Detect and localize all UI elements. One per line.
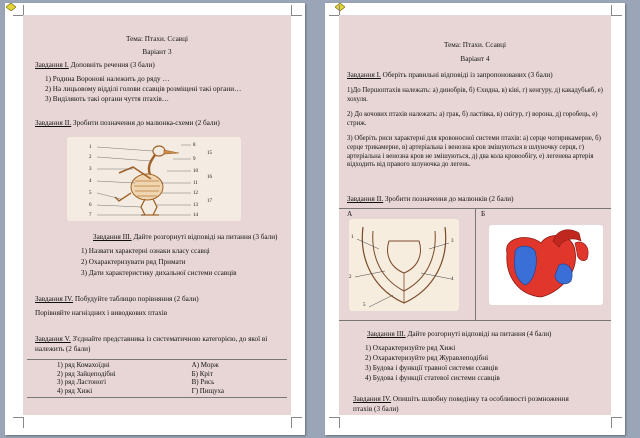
margin-corner-mark: [611, 417, 622, 428]
task-3-text: Дайте розгорнуті відповіді на питання (4 бали): [405, 330, 552, 338]
match-left-item: 2) ряд Зайцеподібні: [57, 369, 116, 378]
task-3-label: Завдання ІІІ.: [93, 233, 132, 241]
task-3-heading: [367, 330, 551, 339]
topic-title: Тема: Птахи. Ссавці: [443, 41, 507, 49]
table-rule-bottom: [27, 397, 287, 398]
figure-number: 5: [363, 303, 366, 308]
task-3-text: Дайте розгорнуті відповіді на питання (3 бали): [131, 233, 278, 241]
match-left-item: 1) ряд Комахоїдні: [57, 361, 110, 369]
task-3-item: 1) Охарактеризуйте ряд Хижі: [365, 344, 456, 352]
task-4-text: Опишіть шлюбну поведінку та особливості розмноження: [391, 395, 569, 403]
figure-b-label: Б: [481, 210, 486, 218]
figure-number: 16: [207, 175, 212, 180]
heart-diagram-figure: [489, 225, 603, 305]
task-3-heading: [93, 233, 277, 242]
figure-number: 1: [351, 235, 354, 240]
figure-number: 10: [193, 169, 198, 174]
task-3-item: 2) Охарактеризуйте ряд Журавлеподібні: [365, 354, 489, 362]
document-page-right: [325, 3, 625, 435]
match-right-item: Г) Пищуха: [191, 386, 224, 395]
bird-skeleton-drawing: [67, 137, 241, 221]
figure-number: 5: [89, 191, 92, 196]
task-3-item: 3) Будова і функції травної системи ссавців: [365, 364, 498, 372]
figure-number: 15: [207, 151, 212, 156]
task-3-item: 2) Охарактеризувати ряд Примати: [81, 258, 186, 266]
task-2-label: Завдання ІІ.: [347, 195, 384, 203]
task-1-text: Доповніть речення (3 бали): [68, 61, 155, 69]
task-4-label: Завдання ІV.: [35, 295, 74, 303]
match-right-item: В) Рись: [191, 378, 215, 386]
task-1-heading: [35, 61, 155, 70]
stomach-diagram-drawing: [349, 219, 459, 311]
margin-corner-mark: [291, 5, 302, 16]
figure-number: 12: [193, 191, 198, 196]
task-2-text: Зробити позначення до малюнків (2 бали): [383, 195, 514, 203]
page-margin-strip: [5, 3, 13, 435]
margin-corner-mark: [13, 417, 24, 428]
task-3-item: 4) Будова і функції статевої системи ссавців: [365, 374, 500, 382]
task-5-heading: [35, 335, 267, 344]
margin-corner-mark: [611, 5, 622, 16]
task-4-body: Порівняйте нагніздних і виводкових птахів: [35, 309, 168, 317]
task-1-question-2: 2) До кочових птахів належать: а) грак, б) ластівка, в) снігур, г) ворона, д) горобець, е) стриж.: [347, 111, 598, 127]
figure-number: 4: [451, 277, 454, 282]
figure-number: 3: [451, 239, 454, 244]
figure-number: 3: [89, 167, 92, 172]
figure-a-label: А: [347, 210, 353, 218]
task-3-item: 1) Назвати характерні ознаки класу ссавці: [81, 247, 210, 255]
match-right-item: А) Морж: [191, 361, 219, 369]
figure-number: 6: [89, 203, 92, 208]
stomach-diagram-figure: [349, 219, 459, 311]
worksheet-variant-4: [339, 15, 611, 415]
task-2-heading: [35, 119, 220, 128]
table-rule-top: [27, 359, 287, 360]
task-1-label: Завдання І.: [347, 71, 381, 79]
bird-skeleton-figure: [67, 137, 241, 221]
task-4-heading: [353, 395, 569, 404]
margin-corner-mark: [329, 417, 340, 428]
variant-title: Варіант 3: [142, 48, 172, 56]
figure-number: 1: [89, 145, 92, 150]
figure-number: 14: [193, 213, 198, 218]
match-left-item: 4) ряд Хижі: [57, 386, 93, 395]
task-4-label: Завдання ІV.: [353, 395, 392, 403]
document-page-left: [5, 3, 305, 435]
task-1-question-3: 3) Оберіть риси характерні для кровоносної системи птахів: а) серце чотирикамерне, б) серце трикамерне, в) артеріальна і венозна кров змішуються в шлуночку серця, г) артеріальна і венозна кров не змішуються, д) два кола кровообігу, е) легенева артерія відходить від правого шлуночка до легень.: [347, 135, 601, 169]
figure-box-rule-bottom: [339, 320, 611, 321]
worksheet-variant-3: [23, 15, 291, 415]
margin-corner-mark: [291, 417, 302, 428]
figure-number: 13: [193, 203, 198, 208]
task-1-text: Оберіть правильні відповіді із запропонованих (3 бали): [380, 71, 553, 79]
figure-number: 7: [89, 213, 92, 218]
figure-number: 11: [193, 181, 198, 186]
figure-number: 2: [89, 155, 92, 160]
task-5-text: З'єднайте представника із систематичною категорією, до якої ві: [70, 335, 268, 343]
figure-number: 8: [193, 143, 196, 148]
match-left-item: 3) ряд Ластоногі: [57, 378, 107, 386]
task-4-text: Побудуйте таблицю порівняння (2 бали): [73, 295, 199, 303]
task-1-item: 1) Родина Воронові належить до ряду …: [45, 75, 170, 83]
topic-title: Тема: Птахи. Ссавці: [125, 35, 189, 43]
task-1-question-1: 1)До Першоптахів належать: а) динобрів, б) Єхидна, в) ківі, г) кенгуру, д) какадубьяб, е) хохуля.: [347, 87, 603, 103]
task-1-item: 3) Виділяють такі органи чуття птахів…: [45, 95, 169, 103]
match-right-item: Б) Кріт: [191, 369, 213, 378]
task-5-label: Завдання V.: [35, 335, 71, 343]
task-2-text: Зробити позначення до малюнка-схеми (2 бали): [71, 119, 220, 127]
variant-title: Варіант 4: [460, 55, 490, 63]
task-1-item: 2) На лицьовому відділі голови ссавців розміщені такі органи…: [45, 85, 242, 93]
task-1-heading: [347, 71, 553, 80]
figure-number: 2: [349, 275, 352, 280]
matching-table: [53, 361, 228, 395]
figure-number: 9: [193, 157, 196, 162]
task-2-label: Завдання ІІ.: [35, 119, 72, 127]
heart-diagram-drawing: [489, 225, 603, 305]
task-5-text-line-2: належить (2 бали): [35, 345, 91, 353]
task-2-heading: [347, 195, 514, 204]
figure-box-divider: [475, 208, 476, 320]
task-4-heading: [35, 295, 199, 304]
task-4-text-line-2: птахів (3 бали): [353, 405, 399, 413]
figure-number: 17: [207, 199, 212, 204]
figure-number: 4: [89, 179, 92, 184]
task-3-item: 3) Дати характеристику дихальної системи ссавців: [81, 269, 237, 277]
task-1-label: Завдання І.: [35, 61, 69, 69]
task-3-label: Завдання ІІІ.: [367, 330, 406, 338]
